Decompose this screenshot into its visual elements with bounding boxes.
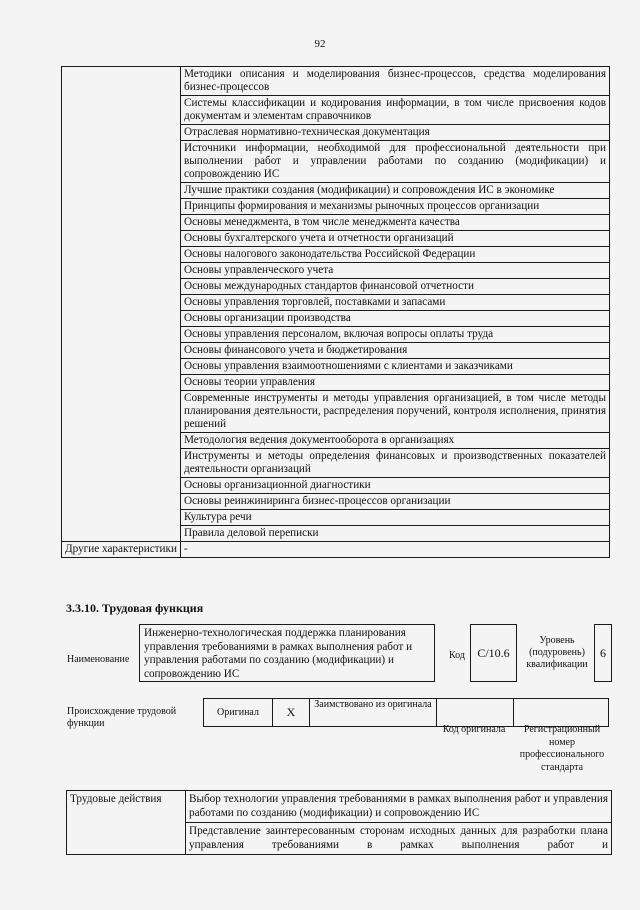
knowledge-item: Инструменты и методы определения финансовых и производственных показателей деятельности организаций (181, 449, 610, 478)
section-heading: 3.3.10. Трудовая функция (66, 601, 204, 615)
knowledge-row (62, 67, 610, 96)
origin-label: Происхождение трудовой функции (67, 706, 177, 729)
knowledge-item: Отраслевая нормативно-техническая документация (181, 125, 610, 141)
labor-action-item: Выбор технологии управления требованиями в рамках выполнения работ и управления работами по созданию (модификации) и сопровождению ИС (186, 791, 612, 823)
knowledge-item: Современные инструменты и методы управления организацией, в том числе методы планирования деятельности, распределения поручений, контроля исполнения, принятия решений (181, 391, 610, 433)
knowledge-item: Основы налогового законодательства Российской Федерации (181, 247, 610, 263)
original-mark: X (273, 699, 310, 727)
knowledge-item: Основы организационной диагностики (181, 478, 610, 494)
original-code-cell (437, 699, 514, 727)
knowledge-item: Культура речи (181, 510, 610, 526)
other-characteristics-label: Другие характеристики (62, 542, 181, 558)
qualification-level-label: Уровень (подуровень) квалификации (526, 635, 588, 670)
labor-actions-label: Трудовые действия (67, 791, 186, 855)
registration-number-caption: Регистрационный номер профессионального стандарта (519, 724, 605, 773)
knowledge-item: Принципы формирования и механизмы рыночных процессов организации (181, 199, 610, 215)
origin-table (203, 698, 609, 727)
labor-action-row (67, 791, 612, 823)
knowledge-label-cell (62, 67, 181, 542)
other-characteristics-value: - (181, 542, 610, 558)
knowledge-item: Основы управления персоналом, включая вопросы оплаты труда (181, 327, 610, 343)
knowledge-table (61, 66, 610, 558)
registration-number-cell (514, 699, 609, 727)
other-characteristics-row (62, 542, 610, 558)
knowledge-item: Основы менеджмента, в том числе менеджмента качества (181, 215, 610, 231)
knowledge-item: Правила деловой переписки (181, 526, 610, 542)
knowledge-item: Основы финансового учета и бюджетирования (181, 343, 610, 359)
borrowed-label: Заимствовано из оригинала (310, 699, 437, 727)
page-number: 92 (314, 38, 326, 50)
knowledge-item: Основы управленческого учета (181, 263, 610, 279)
function-name-label: Наименование (67, 654, 130, 665)
function-code-value: C/10.6 (470, 624, 517, 682)
knowledge-item: Основы реинжиниринга бизнес-процессов организации (181, 494, 610, 510)
function-code-label: Код (449, 650, 465, 661)
knowledge-item: Основы управления взаимоотношениями с клиентами и заказчиками (181, 359, 610, 375)
function-name-value: Инженерно-технологическая поддержка планирования управления требованиями в рамках выполнения работ и управления работами по созданию (модификации) и сопровождению ИС (139, 624, 435, 682)
labor-action-item: Представление заинтересованным сторонам исходных данных для разработки плана управления требованиями в рамках выполнения работ и (186, 823, 612, 855)
qualification-level-value: 6 (594, 624, 612, 682)
original-code-caption: Код оригинала (442, 724, 506, 735)
knowledge-item: Системы классификации и кодирования информации, в том числе присвоения кодов документам и элементам справочников (181, 96, 610, 125)
original-label: Оригинал (204, 699, 273, 727)
labor-actions-table (66, 790, 612, 855)
knowledge-item: Методология ведения документооборота в организациях (181, 433, 610, 449)
knowledge-item: Источники информации, необходимой для профессиональной деятельности при выполнении работ и управлении работами по созданию (модификации) и сопровождению ИС (181, 141, 610, 183)
knowledge-item: Методики описания и моделирования бизнес-процессов, средства моделирования бизнес-процессов (181, 67, 610, 96)
knowledge-item: Основы международных стандартов финансовой отчетности (181, 279, 610, 295)
knowledge-item: Основы теории управления (181, 375, 610, 391)
knowledge-item: Основы бухгалтерского учета и отчетности организаций (181, 231, 610, 247)
knowledge-item: Основы организации производства (181, 311, 610, 327)
knowledge-item: Лучшие практики создания (модификации) и сопровождения ИС в экономике (181, 183, 610, 199)
knowledge-item: Основы управления торговлей, поставками и запасами (181, 295, 610, 311)
